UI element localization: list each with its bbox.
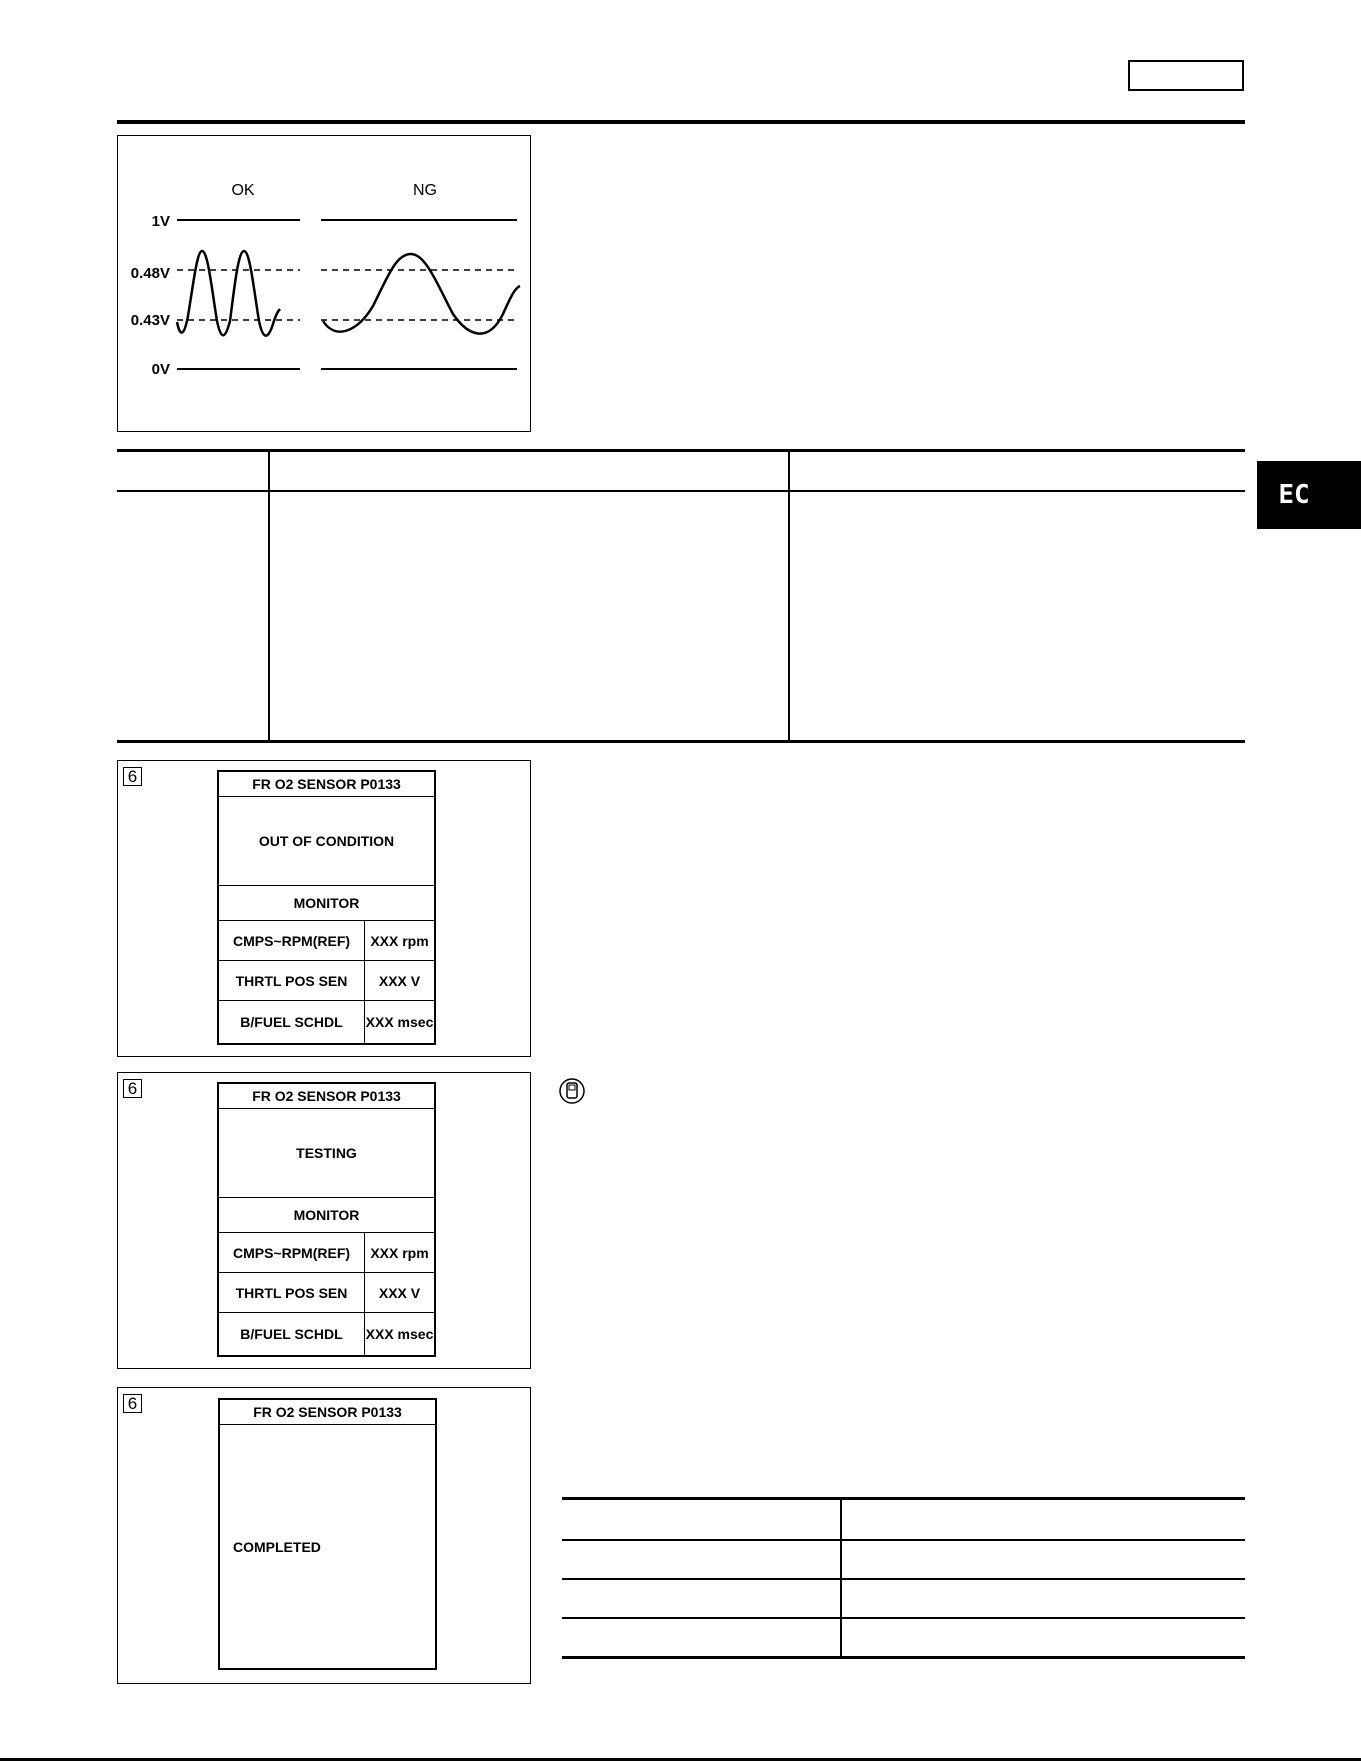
screen-title: FR O2 SENSOR P0133 xyxy=(219,1084,434,1109)
top-rule xyxy=(117,120,1245,124)
screen-status: OUT OF CONDITION xyxy=(219,797,434,886)
bottom-table-top-rule xyxy=(562,1497,1245,1500)
mid-table-top-rule xyxy=(117,449,1245,452)
monitor-row-value: XXX rpm xyxy=(370,932,429,949)
mid-table-col-divider-1 xyxy=(268,451,270,741)
y-label-043v: 0.43V xyxy=(130,312,170,329)
screen-figure-2 xyxy=(117,1072,531,1369)
mid-table-bottom-rule xyxy=(117,740,1245,743)
bottom-table-rule-1 xyxy=(562,1539,1245,1541)
screen-status: TESTING xyxy=(219,1109,434,1198)
screen-status-text: COMPLETED xyxy=(233,1538,321,1555)
monitor-row xyxy=(219,1001,434,1043)
monitor-row xyxy=(219,921,434,961)
bottom-table-bottom-rule xyxy=(562,1656,1245,1659)
consult-tool-icon xyxy=(558,1077,586,1105)
waveform-diagram xyxy=(118,136,532,433)
y-label-1v: 1V xyxy=(151,213,170,230)
ng-waveform xyxy=(323,254,520,334)
screen-figure-1 xyxy=(117,760,531,1057)
mid-table-header-rule xyxy=(117,490,1245,492)
monitor-row-label: THRTL POS SEN xyxy=(219,1273,365,1312)
monitor-row-label: B/FUEL SCHDL xyxy=(219,1001,365,1043)
screen-monitor-label: MONITOR xyxy=(219,886,434,921)
header-box xyxy=(1128,60,1244,91)
consult-screen xyxy=(218,1398,437,1670)
monitor-row-label: CMPS~RPM(REF) xyxy=(219,1233,365,1272)
y-label-0v: 0V xyxy=(151,361,170,378)
monitor-row-value: XXX msec xyxy=(365,1326,434,1342)
bottom-table-rule-3 xyxy=(562,1617,1245,1619)
ng-label: NG xyxy=(413,182,437,199)
monitor-row xyxy=(219,1313,434,1355)
monitor-row xyxy=(219,1233,434,1273)
figure-number-badge: 6 xyxy=(123,767,142,786)
monitor-row xyxy=(219,961,434,1001)
section-tab-label: EC xyxy=(1278,480,1310,510)
monitor-row-label: THRTL POS SEN xyxy=(219,961,365,1000)
screen-figure-3 xyxy=(117,1387,531,1684)
ok-label: OK xyxy=(231,182,255,199)
monitor-row-value: XXX rpm xyxy=(370,1244,429,1261)
screen-monitor-label: MONITOR xyxy=(219,1198,434,1233)
figure-number-badge: 6 xyxy=(123,1079,142,1098)
screen-title: FR O2 SENSOR P0133 xyxy=(220,1400,435,1425)
monitor-row xyxy=(219,1273,434,1313)
monitor-row-value: XXX V xyxy=(378,972,421,989)
consult-screen xyxy=(217,770,436,1045)
consult-screen xyxy=(217,1082,436,1357)
screen-status xyxy=(220,1425,435,1668)
monitor-row-label: B/FUEL SCHDL xyxy=(219,1313,365,1355)
screen-title: FR O2 SENSOR P0133 xyxy=(219,772,434,797)
mid-table-col-divider-2 xyxy=(788,451,790,741)
bottom-table-col-divider xyxy=(840,1499,842,1657)
monitor-row-value: XXX V xyxy=(378,1284,421,1301)
ok-waveform xyxy=(177,251,280,336)
section-tab-ec[interactable] xyxy=(1257,461,1361,529)
figure-number-badge: 6 xyxy=(123,1394,142,1413)
monitor-row-label: CMPS~RPM(REF) xyxy=(219,921,365,960)
y-label-048v: 0.48V xyxy=(130,265,170,282)
waveform-figure xyxy=(117,135,531,432)
monitor-row-value: XXX msec xyxy=(365,1014,434,1030)
bottom-table-rule-2 xyxy=(562,1578,1245,1580)
